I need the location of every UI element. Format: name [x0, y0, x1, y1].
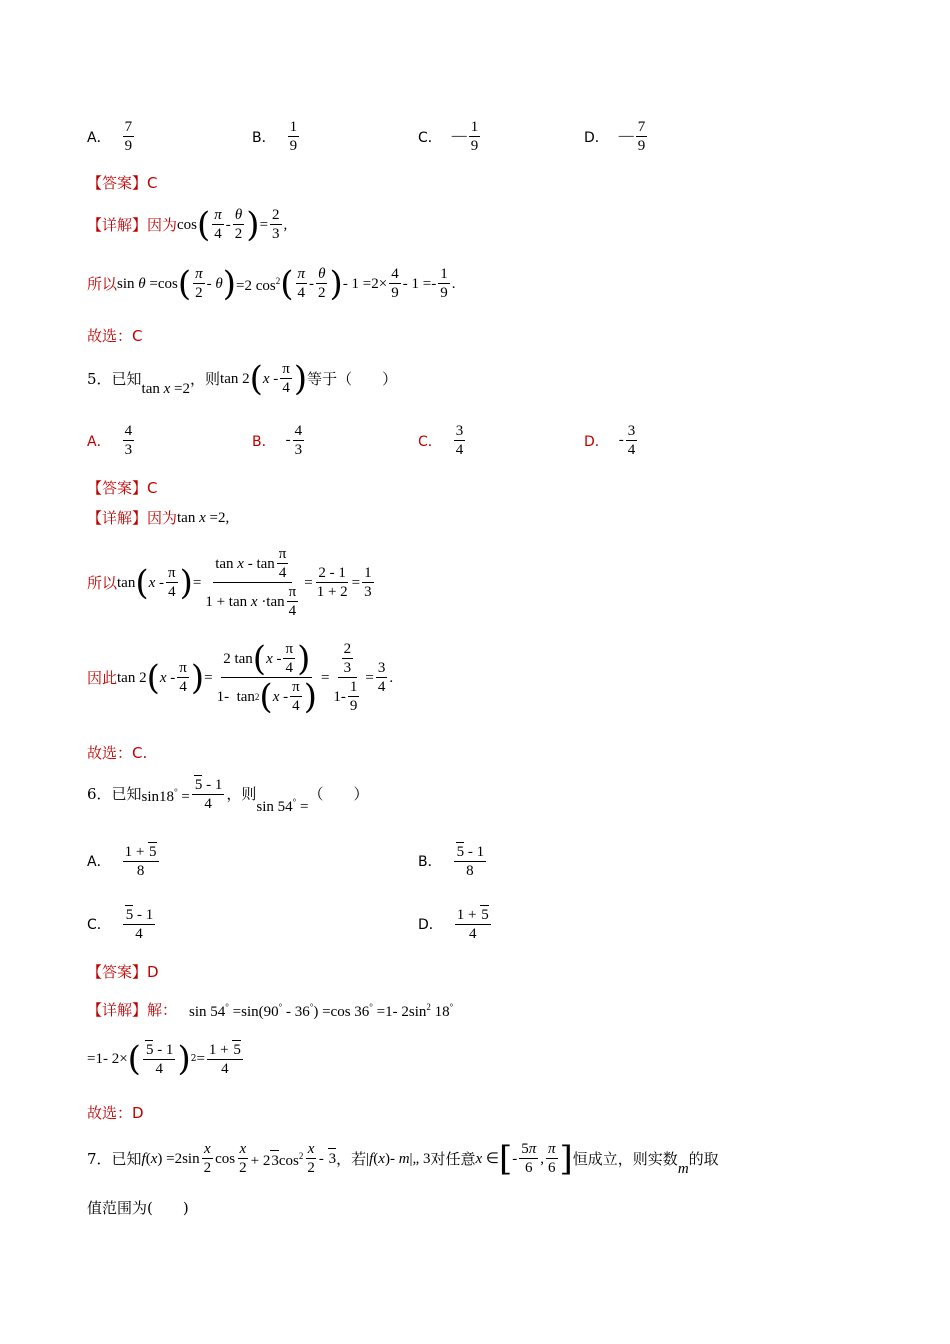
q4-option-d[interactable]: D． — $\frac{7}{9}$ — [584, 119, 646, 154]
q4-detail: 【详解】因为 cos ( $\frac{\pi}{4}$ - $\frac{\theta}{2}$ ) = $\frac{2}{3}$ , — [87, 204, 288, 245]
q5-stem: 5．已知 tan x =2 ，则 tan 2 ( x - $\frac{\pi}{4}$ ) 等于（ ） — [87, 358, 398, 399]
q5-option-d[interactable]: D． - $\frac{3}{4}$ — [584, 423, 636, 458]
option-label: A． — [87, 129, 111, 146]
q7-stem-line2: 值范围为( ) — [87, 1199, 189, 1217]
option-label: B． — [252, 129, 276, 146]
option-fraction: $\frac{1}{9}$ — [470, 119, 479, 154]
q5-detail: 【详解】因为 tan x =2 , — [87, 509, 230, 527]
q6-option-a[interactable]: A． $\frac{1 + 5}{8}$ — [87, 844, 157, 879]
q5-derivation-2: 因此 tan 2 ( x - $\frac{\pi}{4}$ ) = 2 tan ( x - $\frac{\pi}{4}$ ) 1- tan 2 ( x - $\frac{\pi}{4}$ ) = $\frac{2}{3}$ 1- $\frac{1}{9}$ = $\frac{3}{4}$ . — [87, 638, 394, 717]
option-fraction: $\frac{7}{9}$ — [124, 119, 133, 154]
q4-answer: 【答案】C — [87, 174, 158, 192]
q4-option-a[interactable] — [87, 118, 136, 155]
q6-option-b[interactable]: B． $\frac{5 - 1}{8}$ — [418, 844, 485, 879]
q5-option-a[interactable]: A． $\frac{4}{3}$ — [87, 423, 133, 458]
q6-choose: 故选：D — [87, 1104, 144, 1122]
option-fraction: $\frac{7}{9}$ — [637, 119, 646, 154]
q6-stem: 6．已知 sin18° = $\frac{5 - 1}{4}$ ，则 sin 54° = （ ） — [87, 777, 369, 815]
q7-stem: 7．已知 f(x) =2sin $\frac{x}{2}$ cos $\frac{x}{2}$ + $23\cos^2$ $\frac{x}{2}$ - 3 ，若 |f(x)- m|„ 3 对任意 x ∈ [ - $\frac{5\pi}{6}$ , $\frac{\pi}{6}$ ] 恒成立，则实数 m 的取 — [87, 1138, 719, 1179]
q4-derivation: 所以 sin θ =cos ( $\frac{\pi}{2}$ - θ ) =2 $\cos^2$ ( $\frac{\pi}{4}$ - $\frac{\theta}{2}$ ) - 1 =2× $\frac{4}{9}$ - 1 =- $\frac{1}{9}$ . — [87, 263, 456, 304]
q4-option-b[interactable] — [252, 118, 301, 155]
q5-choose: 故选：C. — [87, 744, 148, 762]
q6-derivation: =1- 2× ( $\frac{5 - 1}{4}$ ) 2 = $\frac{1 + 5}{4}$ — [87, 1039, 241, 1079]
q4-choose: 故选：C — [87, 327, 143, 345]
option-label: D． — [584, 129, 609, 146]
q6-answer: 【答案】D — [87, 963, 159, 981]
q6-detail: 【详解】 解： sin 54° =sin(90° - 36°) =cos 36° =1- $2\sin^2$ 18° — [87, 1000, 454, 1020]
option-label: C． — [418, 129, 442, 146]
q6-option-c[interactable]: C． $\frac{5 - 1}{4}$ — [87, 907, 154, 942]
q5-derivation-1: 所以 tan ( x - $\frac{\pi}{4}$ ) = tan x - tan $\frac{\pi}{4}$ 1 + tan x ·tan $\frac{\pi}{4}$ = $\frac{2 - 1}{1 + 2}$ = $\frac{1}{3}$ — [87, 546, 372, 619]
q5-answer: 【答案】C — [87, 479, 158, 497]
q4-option-c[interactable]: C． — $\frac{1}{9}$ — [418, 119, 479, 154]
option-fraction: $\frac{1}{9}$ — [289, 119, 298, 154]
q5-option-c[interactable]: C． $\frac{3}{4}$ — [418, 423, 464, 458]
q5-option-b[interactable]: B． - $\frac{4}{3}$ — [252, 423, 303, 458]
q6-option-d[interactable]: D． $\frac{1 + 5}{4}$ — [418, 907, 489, 942]
